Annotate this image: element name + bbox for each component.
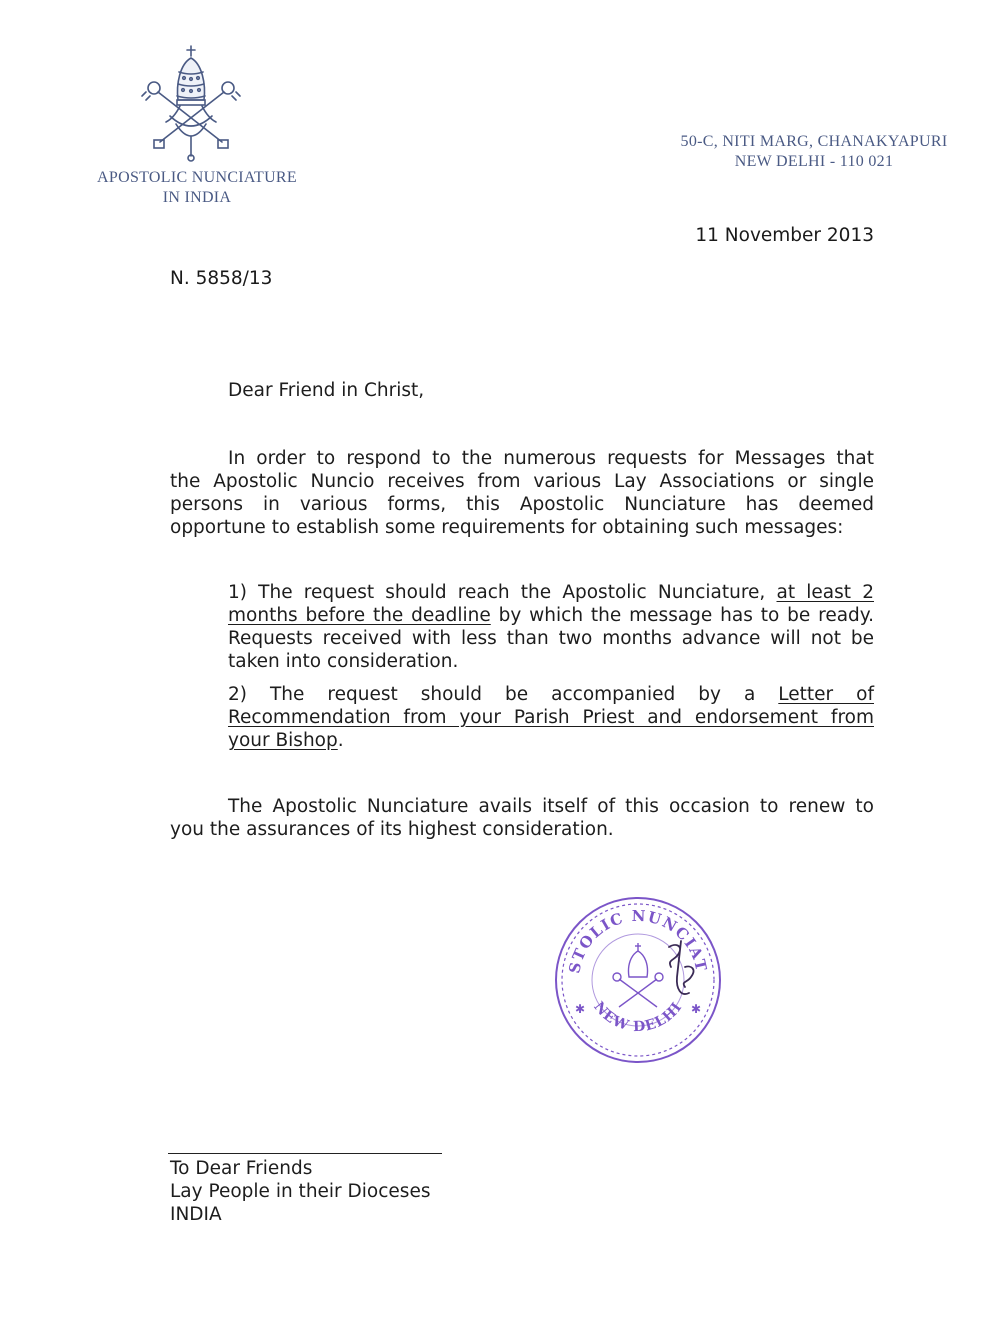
recipient-block	[170, 1157, 430, 1226]
svg-text:✱: ✱	[575, 1002, 586, 1016]
closing-line: you the assurances of its highest consideration.	[170, 819, 614, 840]
address-line-1: 50-C, NITI MARG, CHANAKYAPURI	[680, 133, 948, 150]
requirement-line: months before the deadline by which the message has to be ready.	[228, 605, 874, 626]
requirement-line: taken into consideration.	[228, 651, 459, 672]
handwritten-signature	[661, 937, 701, 1007]
papal-emblem-icon	[140, 44, 242, 162]
requirement-line: your Bishop.	[228, 730, 344, 751]
requirement-line: 2) The request should be accompanied by a Letter of	[228, 684, 874, 705]
requirement-line: 1) The request should reach the Apostolic Nunciature, at least 2	[228, 582, 874, 603]
recipient-line-1: To Dear Friends	[170, 1158, 313, 1179]
address-line-2: NEW DELHI - 110 021	[734, 153, 894, 170]
paragraph-line: opportune to establish some requirements for obtaining such messages:	[170, 517, 844, 538]
seal-top-text: STOLIC NUNCIAT	[565, 906, 711, 975]
letter-date: 11 November 2013	[695, 225, 874, 246]
signature-divider	[168, 1153, 442, 1154]
seal-bottom-text: NEW DELHI	[590, 998, 686, 1036]
requirement-line: Requests received with less than two months advance will not be	[228, 628, 874, 649]
paragraph-line: persons in various forms, this Apostolic Nunciature has deemed	[170, 494, 874, 515]
letterhead-org-name	[82, 168, 312, 208]
paragraph-line: In order to respond to the numerous requests for Messages that	[228, 448, 874, 469]
paragraph-line: the Apostolic Nuncio receives from various Lay Associations or single	[170, 471, 874, 492]
closing-line: The Apostolic Nunciature avails itself of this occasion to renew to	[228, 796, 874, 817]
org-name-line-1: APOSTOLIC NUNCIATURE	[97, 169, 297, 186]
letterhead-address	[660, 132, 968, 172]
requirement-item-1	[228, 581, 874, 673]
closing-paragraph	[170, 795, 874, 841]
recipient-line-2: Lay People in their Dioceses	[170, 1181, 431, 1202]
svg-text:✱: ✱	[691, 1002, 702, 1016]
reference-number: N. 5858/13	[170, 268, 273, 289]
requirement-item-2	[228, 683, 874, 752]
requirement-line: Recommendation from your Parish Priest and endorsement from	[228, 707, 874, 728]
official-seal-stamp	[553, 895, 723, 1065]
salutation: Dear Friend in Christ,	[228, 380, 425, 401]
recipient-line-3: INDIA	[170, 1204, 222, 1225]
body-paragraph-1	[170, 447, 874, 539]
org-name-line-2: IN INDIA	[162, 189, 232, 206]
